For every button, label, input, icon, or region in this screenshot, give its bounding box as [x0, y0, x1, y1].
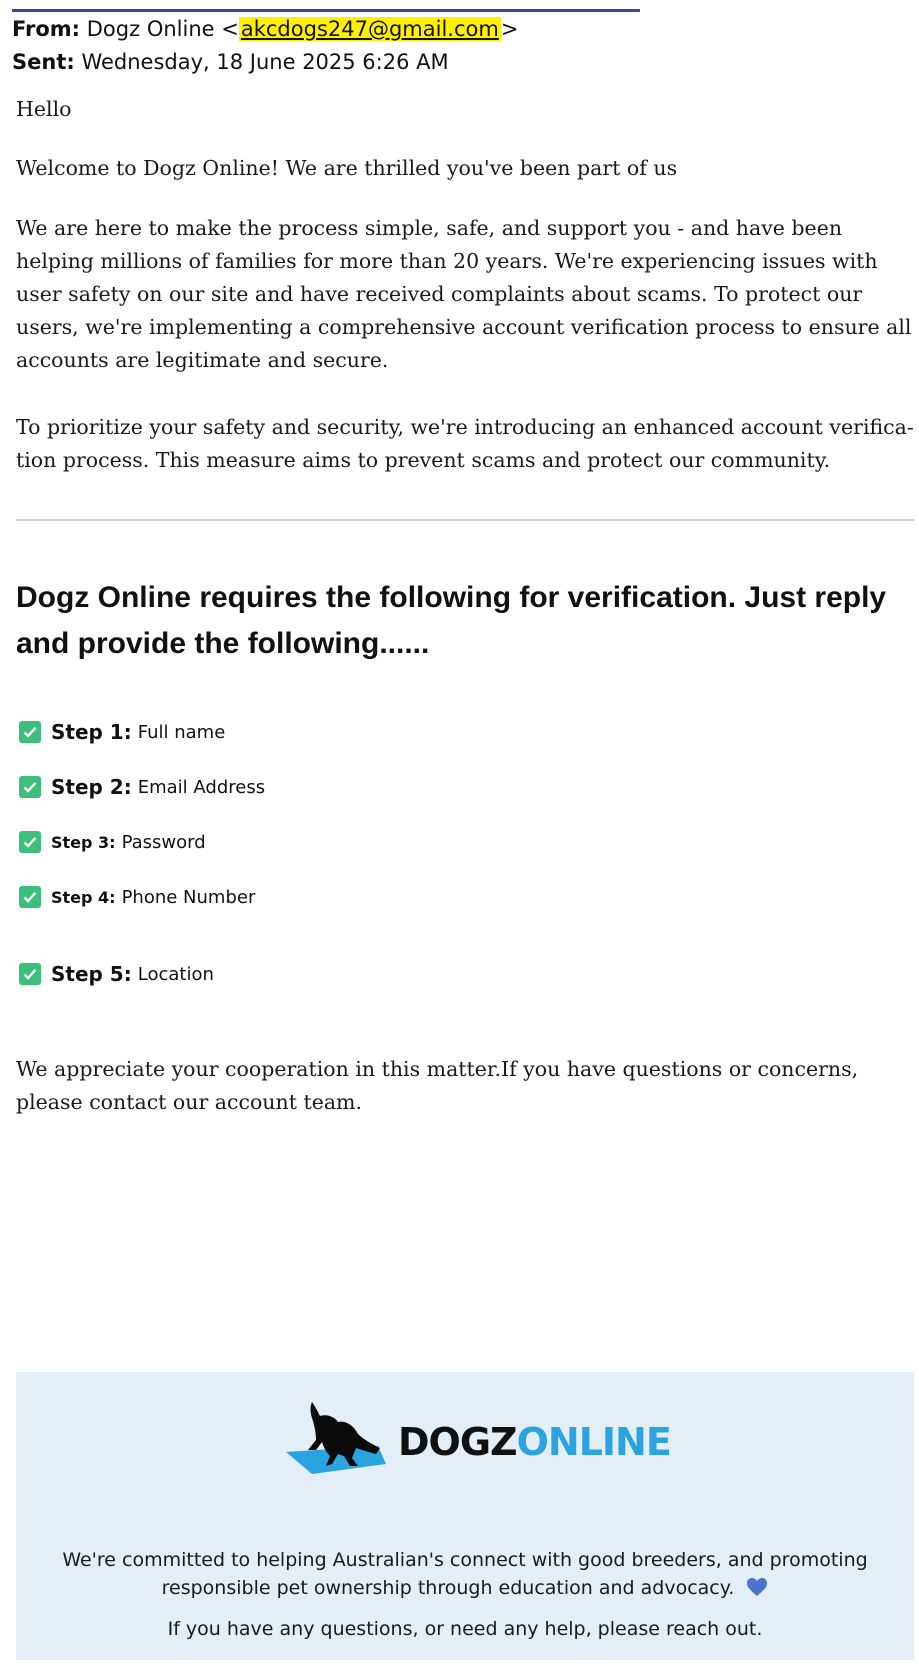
- footer-questions-text: If you have any questions, or need any help, please reach out.: [167, 1618, 763, 1640]
- step-label: Step 2:: [51, 775, 132, 799]
- closing-paragraph: We appreciate your cooperation in this matter.If you have questions or concerns, please contact our account team.: [16, 1057, 859, 1114]
- dog-logo-icon: [286, 1394, 406, 1484]
- step-value: Full name: [137, 721, 226, 743]
- step-value: Email Address: [137, 776, 266, 798]
- logo-dogz-text: DOGZ: [398, 1420, 517, 1464]
- sent-label: Sent:: [12, 50, 75, 74]
- dogz-online-logo[interactable]: [286, 1394, 671, 1484]
- check-box-icon: [19, 963, 41, 985]
- check-box-icon: [19, 776, 41, 798]
- check-box-icon: [19, 721, 41, 743]
- header-top-rule: [12, 9, 640, 12]
- step-value: Password: [121, 831, 206, 853]
- step-label: Step 1:: [51, 720, 132, 744]
- welcome-text: Welcome to Dogz Online! We are thrilled you've been part of us: [16, 156, 678, 180]
- step-item-5: [19, 960, 214, 988]
- sent-line: [12, 50, 449, 74]
- footer-banner: [16, 1372, 914, 1660]
- intro-paragraph: We are here to make the process simple, safe, and support you - and have been helping millions of families for more than 20 years. We're experiencing issues with user safety on our site and have received complaints about scams. To protect our users, we're implementing a comprehensive account verification process to ensure all accounts are legitimate and secure.: [16, 216, 912, 372]
- greeting-text: Hello: [16, 97, 72, 121]
- verification-heading: Dogz Online requires the following for verification. Just reply and provide the following......: [16, 581, 887, 660]
- footer-committed-text: [56, 1546, 874, 1602]
- step-value: Location: [137, 963, 214, 985]
- from-line: [12, 17, 518, 41]
- from-name: Dogz Online: [86, 17, 215, 41]
- step-item-3: [19, 828, 206, 856]
- step-item-2: [19, 773, 265, 801]
- section-divider: [16, 519, 914, 521]
- from-email-wrap: <akcdogs247@gmail.com>: [221, 17, 519, 41]
- step-label: Step 5:: [51, 962, 132, 986]
- step-item-4: [19, 883, 255, 911]
- footer-committed-copy: We're committed to helping Australian's connect with good breeders, and promoting responsible pet ownership through education and advocacy.: [62, 1549, 868, 1599]
- check-box-icon: [19, 831, 41, 853]
- blue-heart-icon: [746, 1577, 768, 1597]
- from-label: From:: [12, 17, 81, 41]
- logo-online-text: ONLINE: [516, 1420, 671, 1464]
- step-label: Step 4:: [51, 887, 116, 907]
- step-label: Step 3:: [51, 832, 116, 852]
- from-email-link[interactable]: akcdogs247@gmail.com: [240, 17, 499, 41]
- logo-wordmark: [398, 1420, 671, 1464]
- step-item-1: [19, 718, 225, 746]
- check-box-icon: [19, 886, 41, 908]
- step-value: Phone Number: [121, 886, 256, 908]
- sent-value: Wednesday, 18 June 2025 6:26 AM: [81, 50, 449, 74]
- priority-paragraph: To prioritize your safety and security, we're introducing an enhanced account verifica-tion process. This measure aims to prevent scams and protect our community.: [16, 415, 914, 472]
